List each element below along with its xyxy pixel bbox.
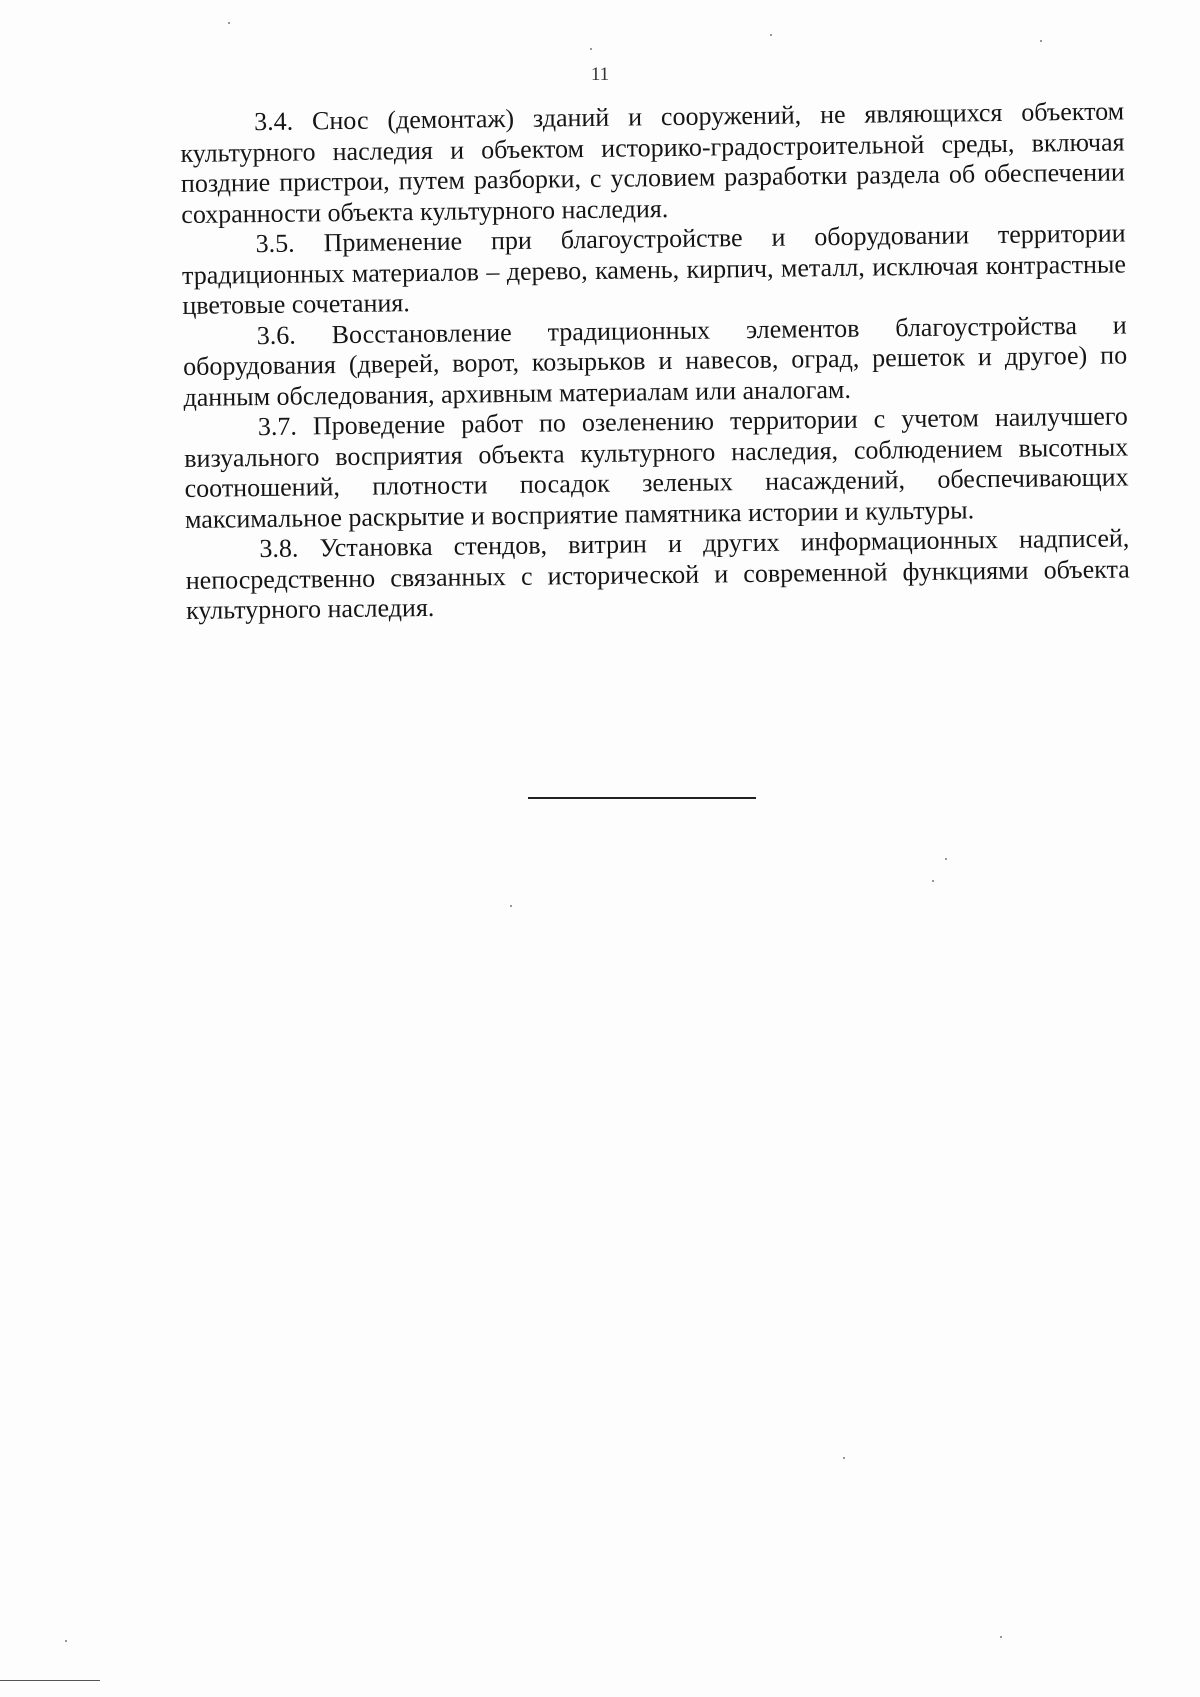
document-body (180, 96, 1130, 626)
scan-speck (228, 22, 230, 24)
scan-speck (945, 858, 947, 860)
scan-speck (1000, 1636, 1002, 1638)
scan-speck (65, 1640, 67, 1642)
paragraph-3-4: 3.4. Снос (демонтаж) зданий и сооружений, не являющихся объектом культурного наследия и объектом историко-градостроительной среды, включая поздние пристрои, путем разборки, с условием разработки раздела об обеспечении сохранности объекта культурного наследия. (180, 96, 1126, 229)
paragraph-3-6: 3.6. Восстановление традиционных элементов благоустройства и оборудования (дверей, ворот, козырьков и навесов, оград, решеток и другое) по данным обследования, архивным материалам или аналогам. (182, 309, 1128, 412)
scan-speck (843, 1457, 845, 1459)
scan-speck (590, 48, 592, 50)
page-number: 11 (590, 64, 610, 85)
scan-speck (770, 34, 772, 36)
paragraph-3-7: 3.7. Проведение работ по озеленению территории с учетом наилучшего визуального восприятия объекта культурного наследия, соблюдением высотных соотношений, плотности посадок зеленых насаждений, обеспечивающих максимальное раскрытие и восприятие памятника истории и культуры. (184, 401, 1129, 534)
scan-speck (1040, 40, 1042, 42)
scan-speck (510, 905, 512, 907)
margin-scan-line (0, 1680, 100, 1681)
paragraph-3-8: 3.8. Установка стендов, витрин и других информационных надписей, непосредственно связанных с исторической и современной функциями объекта культурного наследия. (185, 523, 1130, 625)
end-of-text-rule (528, 797, 756, 799)
paragraph-3-5: 3.5. Применение при благоустройстве и оборудовании территории традиционных материалов – дерево, камень, кирпич, металл, исключая контрастные цветовые сочетания. (181, 218, 1127, 320)
scan-speck (932, 880, 934, 882)
